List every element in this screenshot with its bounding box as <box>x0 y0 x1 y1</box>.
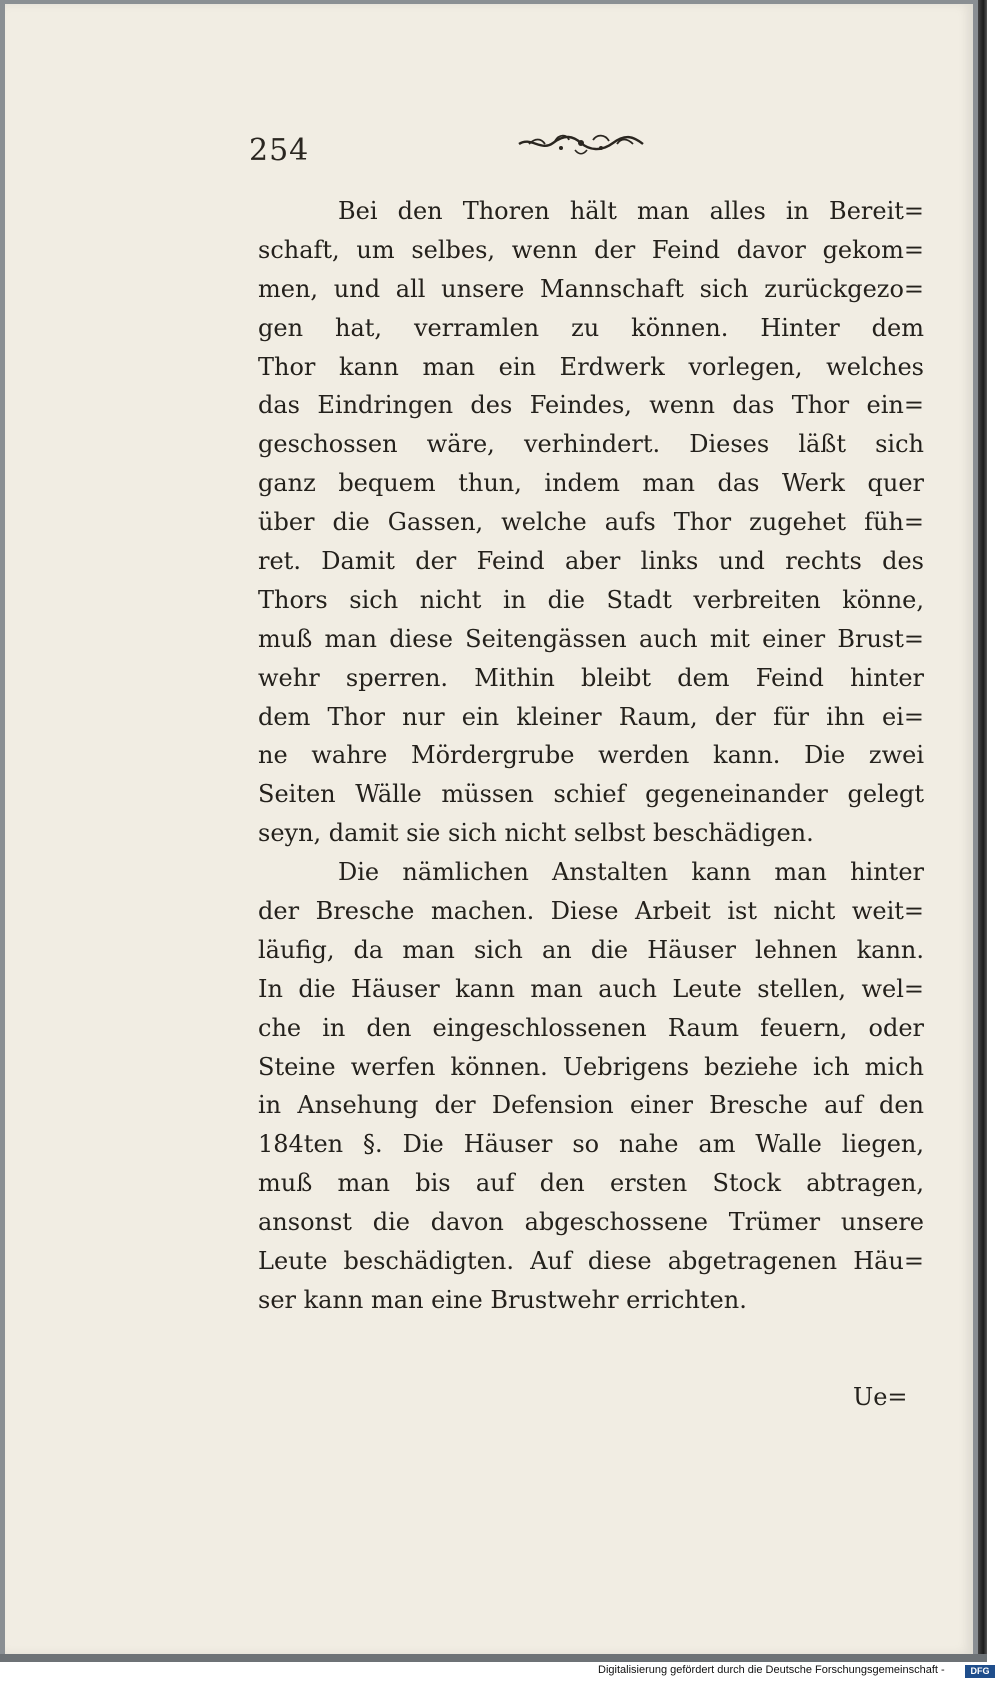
text-line: ret. Damit der Feind aber links und rechts des <box>258 547 924 576</box>
text-line: Thors sich nicht in die Stadt verbreiten könne, <box>258 585 924 614</box>
dfg-logo: DFG <box>965 1665 995 1678</box>
page-number: 254 <box>249 133 310 168</box>
paragraph <box>258 853 924 1320</box>
text-line: muß man diese Seitengässen auch mit einer Brust= <box>258 624 924 653</box>
text-line: in Ansehung der Defension einer Bresche auf den <box>258 1091 924 1120</box>
text-line: seyn, damit sie sich nicht selbst beschädigen. <box>258 819 814 848</box>
text-line: gen hat, verramlen zu können. Hinter dem <box>258 313 924 342</box>
text-line: geschossen wäre, verhindert. Dieses läßt sich <box>258 430 924 459</box>
digitization-credit: Digitalisierung gefördert durch die Deutsche Forschungsgemeinschaft - <box>598 1664 945 1676</box>
text-line: ansonst die davon abgeschossene Trümer unsere <box>258 1208 924 1237</box>
text-line: Leute beschädigten. Auf diese abgetragenen Häu= <box>258 1247 924 1276</box>
text-line: ne wahre Mördergrube werden kann. Die zwei <box>258 741 924 770</box>
book-edge-right <box>978 0 987 1662</box>
text-line: läufig, da man sich an die Häuser lehnen kann. <box>258 935 924 964</box>
text-line: über die Gassen, welche aufs Thor zugehet füh= <box>258 508 924 537</box>
text-line: ser kann man eine Brustwehr errichten. <box>258 1285 747 1314</box>
text-line: dem Thor nur ein kleiner Raum, der für ihn ei= <box>258 702 924 731</box>
text-line: In die Häuser kann man auch Leute stellen, wel= <box>258 974 924 1003</box>
book-edge-bottom <box>0 1654 987 1662</box>
text-line: das Eindringen des Feindes, wenn das Thor ein= <box>258 391 924 420</box>
text-line: men, und all unsere Mannschaft sich zurückgezo= <box>258 274 924 303</box>
text-line: 184ten §. Die Häuser so nahe am Walle liegen, <box>258 1130 924 1159</box>
text-line: der Bresche machen. Diese Arbeit ist nicht weit= <box>258 897 924 926</box>
text-line: muß man bis auf den ersten Stock abtragen, <box>258 1169 924 1198</box>
text-line: schaft, um selbes, wenn der Feind davor gekom= <box>258 235 924 264</box>
text-line: Steine werfen können. Uebrigens beziehe ich mich <box>258 1052 924 1081</box>
text-line: Bei den Thoren hält man alles in Bereit= <box>338 197 924 225</box>
text-line: ganz bequem thun, indem man das Werk quer <box>258 469 924 498</box>
paragraph <box>258 192 924 853</box>
text-line: che in den eingeschlossenen Raum feuern, oder <box>258 1013 924 1042</box>
printer-ornament-icon <box>515 128 647 158</box>
text-line: Thor kann man ein Erdwerk vorlegen, welches <box>258 352 924 381</box>
text-line: Die nämlichen Anstalten kann man hinter <box>338 858 924 887</box>
catchword: Ue= <box>853 1383 908 1411</box>
body-text <box>258 192 924 1320</box>
text-line: Seiten Wälle müssen schief gegeneinander gelegt <box>258 780 924 809</box>
text-line: wehr sperren. Mithin bleibt dem Feind hinter <box>258 663 924 692</box>
